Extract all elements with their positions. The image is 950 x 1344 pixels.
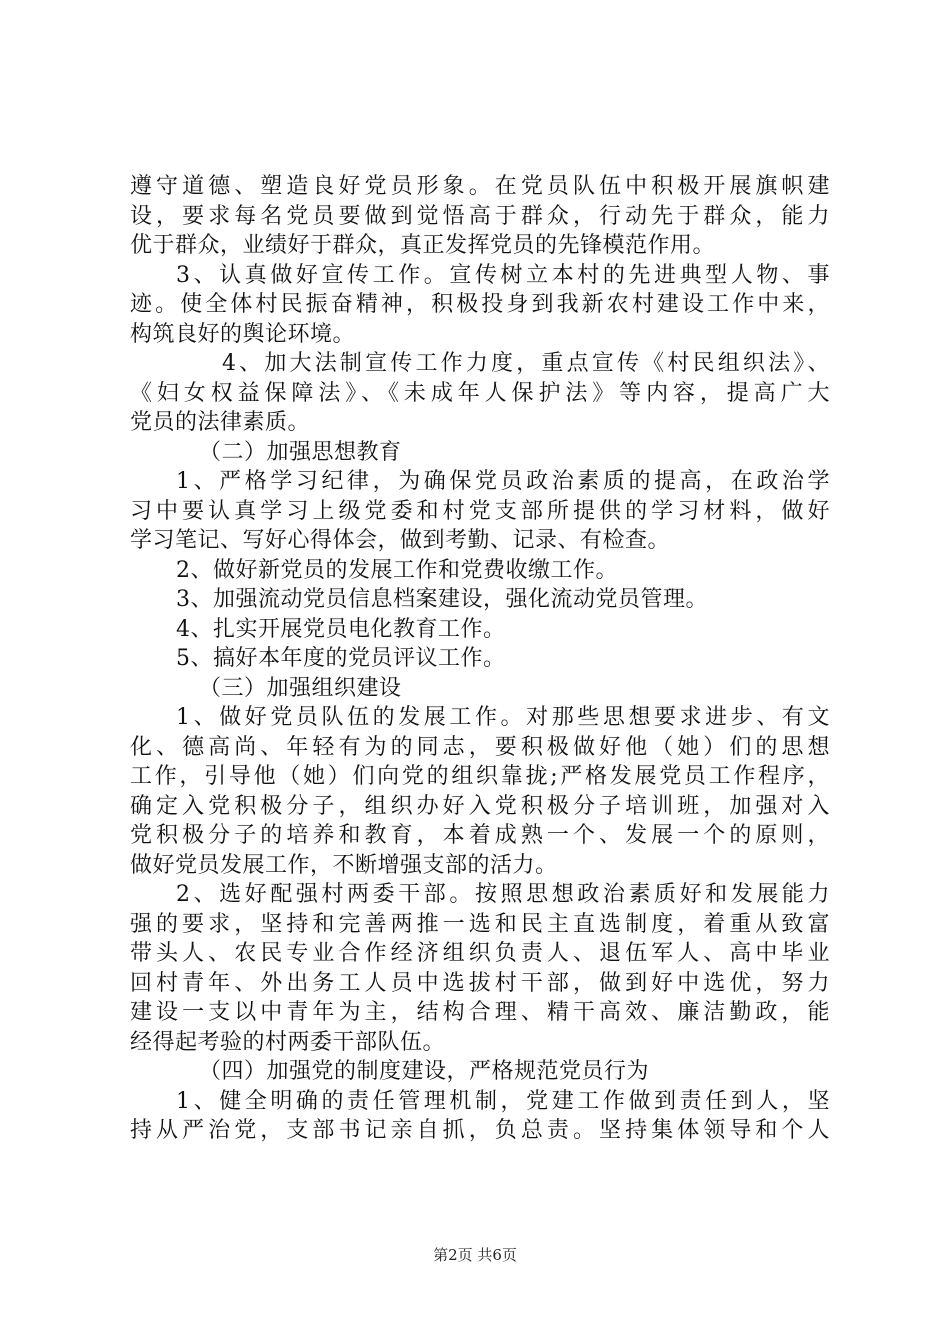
text-line: （三）加强组织建设 (199, 675, 402, 701)
text-line: 工作，引导他（她）们向党的组织靠拢;严格发展党员工作程序， (130, 764, 830, 789)
text-line: 带头人、农民专业合作经济组织负责人、退伍军人、高中毕业 (130, 941, 830, 966)
text-line: 5、搞好本年度的党员评议工作。 (176, 646, 506, 671)
text-line: 优于群众，业绩好于群众，真正发挥党员的先锋模范作用。 (130, 233, 716, 258)
text-line: 3、认真做好宣传工作。宣传树立本村的先进典型人物、事 (176, 262, 830, 288)
text-line: 建设一支以中青年为主，结构合理、精干高效、廉洁勤政，能 (130, 1000, 830, 1025)
text-line: 经得起考验的村两委干部队伍。 (130, 1029, 446, 1055)
text-line: （二）加强思想教育 (199, 439, 402, 465)
text-line: 2、做好新党员的发展工作和党费收缴工作。 (176, 557, 618, 583)
text-line: 1、健全明确的责任管理机制，党建工作做到责任到人，坚 (176, 1088, 830, 1114)
text-line: 1、严格学习纪律，为确保党员政治素质的提高，在政治学 (176, 469, 830, 494)
text-line: 回村青年、外出务工人员中选拔村干部，做到好中选优，努力 (130, 970, 830, 996)
page-footer (0, 1244, 950, 1265)
text-line: 迹。使全体村民振奋精神，积极投身到我新农村建设工作中来， (130, 292, 830, 317)
text-line: 4、扎实开展党员电化教育工作。 (176, 616, 506, 642)
text-line: 党积极分子的培养和教育，本着成熟一个、发展一个的原则， (130, 823, 830, 848)
text-line: 学习笔记、写好心得体会，做到考勤、记录、有检查。 (130, 528, 671, 553)
document-body (130, 172, 830, 1146)
text-line: 党员的法律素质。 (130, 410, 311, 435)
text-line: 持从严治党，支部书记亲自抓，负总责。坚持集体领导和个人 (130, 1118, 830, 1143)
text-line: 2、选好配强村两委干部。按照思想政治素质好和发展能力 (176, 882, 830, 907)
text-line: （四）加强党的制度建设，严格规范党员行为 (199, 1059, 650, 1084)
text-line: 化、德高尚、年轻有为的同志，要积极做好他（她）们的思想 (130, 734, 830, 760)
text-line: 做好党员发展工作，不断增强支部的活力。 (130, 852, 558, 878)
text-line: 《妇女权益保障法》、《未成年人保护法》等内容，提高广大 (130, 380, 830, 406)
text-line: 确定入党积极分子，组织办好入党积极分子培训班，加强对入 (130, 793, 830, 819)
text-line: 设，要求每名党员要做到觉悟高于群众，行动先于群众，能力 (130, 203, 830, 229)
text-line: 4、加大法制宣传工作力度，重点宣传《村民组织法》、 (222, 351, 830, 376)
text-line: 构筑良好的舆论环境。 (130, 321, 356, 347)
text-line: 强的要求，坚持和完善两推一选和民主直选制度，着重从致富 (130, 911, 830, 937)
text-line: 3、加强流动党员信息档案建设，强化流动党员管理。 (176, 587, 708, 612)
text-line: 1、做好党员队伍的发展工作。对那些思想要求进步、有文 (176, 705, 830, 730)
page-number: 第2页 共6页 (433, 1246, 517, 1264)
text-line: 习中要认真学习上级党委和村党支部所提供的学习材料，做好 (130, 498, 830, 524)
text-line: 遵守道德、塑造良好党员形象。在党员队伍中积极开展旗帜建 (130, 174, 830, 199)
